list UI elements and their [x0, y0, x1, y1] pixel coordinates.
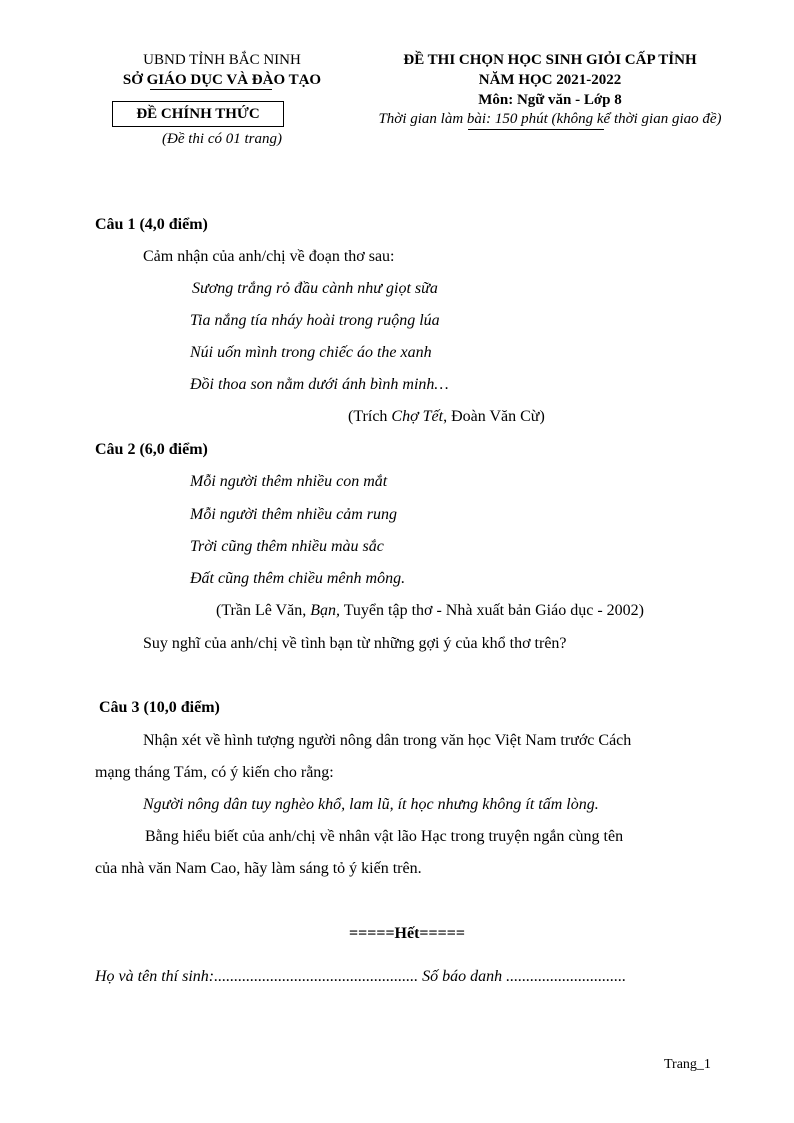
poem-1-line: Sương trắng rỏ đầu cành như giọt sữa [192, 280, 438, 297]
time-underline [468, 129, 604, 130]
question-3-paragraph: mạng tháng Tám, có ý kiến cho rằng: [95, 764, 334, 781]
source-title: Bạn, [310, 602, 340, 619]
school-year: NĂM HỌC 2021-2022 [478, 72, 622, 88]
question-3-heading: Câu 3 (10,0 điểm) [99, 699, 220, 716]
candidate-info-line: Họ và tên thí sinh:................................................... Số báo danh .............................. [95, 968, 627, 985]
source-prefix: (Trích [348, 408, 392, 425]
poem-2-source [216, 601, 644, 621]
source-prefix: (Trần Lê Văn, [216, 602, 311, 619]
source-title: Chợ Tết [391, 408, 444, 425]
poem-2-line: Đất cũng thêm chiều mênh mông. [190, 570, 406, 587]
source-suffix: Tuyển tập thơ - Nhà xuất bản Giáo dục - 2002) [340, 602, 644, 619]
question-3-paragraph: của nhà văn Nam Cao, hãy làm sáng tỏ ý kiến trên. [95, 860, 422, 877]
source-suffix: , Đoàn Văn Cừ) [443, 408, 545, 425]
poem-2-line: Mỗi người thêm nhiều con mắt [190, 473, 388, 490]
time-allowed: Thời gian làm bài: 150 phút (không kể thời gian giao đề) [378, 111, 722, 127]
question-1-prompt: Cảm nhận của anh/chị về đoạn thơ sau: [143, 248, 395, 265]
question-3-paragraph: Nhận xét về hình tượng người nông dân trong văn học Việt Nam trước Cách [143, 732, 632, 749]
question-2-heading: Câu 2 (6,0 điểm) [95, 441, 208, 458]
subject-line: Môn: Ngữ văn - Lớp 8 [478, 92, 622, 108]
poem-2-line: Trời cũng thêm nhiều màu sắc [190, 538, 384, 555]
question-3-paragraph: Bằng hiểu biết của anh/chị về nhân vật lão Hạc trong truyện ngắn cùng tên [145, 828, 624, 845]
poem-1-line: Đồi thoa son nằm dưới ánh bình minh… [190, 376, 449, 393]
end-mark: =====Hết===== [348, 925, 466, 942]
question-2-prompt: Suy nghĩ của anh/chị về tình bạn từ những gợi ý của khổ thơ trên? [143, 635, 567, 652]
department-name: UBND TỈNH BẮC NINH [143, 52, 301, 68]
poem-2-line: Mỗi người thêm nhiều cảm rung [190, 506, 398, 523]
poem-1-source [348, 407, 545, 427]
exam-title: ĐỀ THI CHỌN HỌC SINH GIỎI CẤP TỈNH [403, 52, 697, 68]
agency-underline [150, 89, 272, 90]
page-number: Trang_1 [664, 1057, 711, 1072]
question-1-heading: Câu 1 (4,0 điểm) [95, 216, 208, 233]
official-exam-box: ĐỀ CHÍNH THỨC [112, 101, 284, 127]
question-3-quote: Người nông dân tuy nghèo khổ, lam lũ, ít học nhưng không ít tấm lòng. [143, 796, 599, 813]
poem-1-line: Tia nắng tía nháy hoài trong ruộng lúa [190, 312, 440, 329]
page-count-note: (Đề thi có 01 trang) [162, 131, 282, 147]
poem-1-line: Núi uốn mình trong chiếc áo the xanh [190, 344, 432, 361]
agency-name: SỞ GIÁO DỤC VÀ ĐÀO TẠO [122, 72, 322, 88]
